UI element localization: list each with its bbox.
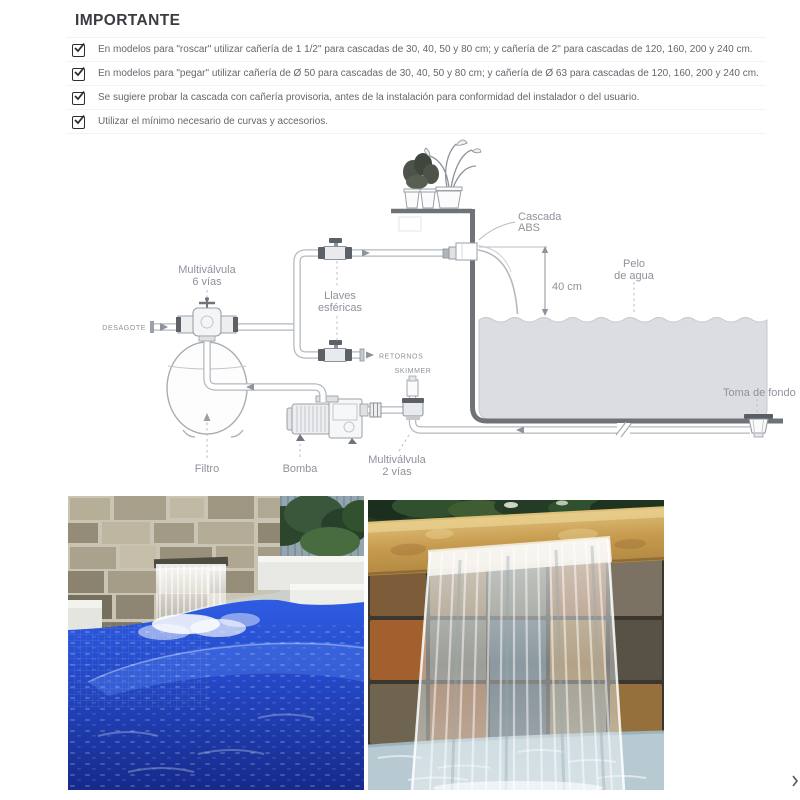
ball-valve-bottom (318, 340, 352, 362)
pump-label: Bomba (282, 463, 318, 475)
cascade-label: Cascada (518, 211, 562, 223)
svg-text:6 vías: 6 vías (192, 276, 222, 288)
skimmer-label: SKIMMER (394, 368, 432, 375)
checkbox-icon (72, 44, 85, 57)
ball-valves-label: Llaves (324, 290, 356, 302)
list-item (66, 86, 766, 110)
bottom-drain-label: Toma de fondo (723, 387, 796, 399)
note-text: Utilizar el mínimo necesario de curvas y accesorios. (98, 116, 329, 127)
pool-water (68, 600, 364, 790)
list-item (66, 110, 766, 134)
multivalve6-label: Multiválvula (178, 264, 236, 276)
cascade-spout (443, 243, 477, 260)
edge-artifact (791, 774, 799, 793)
svg-text:de agua: de agua (614, 270, 654, 282)
multivalve2-label: Multiválvula (368, 454, 426, 466)
water-level-label: Pelo (622, 258, 646, 270)
pool-water (479, 318, 767, 420)
photo-pool-waterfall (68, 496, 364, 790)
pipe-break (616, 422, 631, 437)
checkbox-icon (72, 116, 85, 129)
svg-text:ABS: ABS (518, 222, 541, 234)
svg-text:esféricas: esféricas (317, 302, 363, 314)
water-sheet (412, 536, 624, 790)
cascade-water-arc (478, 246, 518, 315)
checkbox-icon (72, 68, 85, 81)
note-text: Se sugiere probar la cascada con cañería provisoria, antes de la instalación para conformidad del instalador o del usuario. (98, 92, 640, 103)
list-item (66, 38, 766, 62)
notes-list (66, 37, 766, 134)
checkbox-icon (72, 92, 85, 105)
photo-sheet-waterfall (368, 500, 664, 790)
retornos-label: RETORNOS (379, 353, 424, 361)
two-way-multivalve (402, 398, 424, 420)
list-item (66, 62, 766, 86)
planter-plants (403, 140, 481, 208)
desagote-label: DESAGOTE (102, 325, 146, 332)
ball-valve-top (318, 238, 352, 260)
dimension-label: 40 cm (552, 281, 582, 293)
union-coupling (370, 403, 381, 417)
installation-diagram (0, 132, 800, 490)
page-title: IMPORTANTE (75, 12, 181, 29)
note-text: En modelos para "roscar" utilizar cañería de 1 1/2" para cascadas de 30, 40, 50 y 80 cm; y cañería de 2" para cascadas de 120, 160, 200 y 240 cm. (98, 44, 753, 55)
svg-text:2 vías: 2 vías (382, 466, 412, 478)
note-text: En modelos para "pegar" utilizar cañería de Ø 50 para cascadas de 30, 40, 50 y 80 cm; y cañería de Ø 63 para cascadas de 120, 160, 200 y 240 cm. (98, 68, 759, 79)
pump (287, 396, 368, 444)
filter-label: Filtro (194, 463, 220, 475)
skimmer-stub (407, 376, 418, 396)
six-way-multivalve (176, 297, 238, 341)
